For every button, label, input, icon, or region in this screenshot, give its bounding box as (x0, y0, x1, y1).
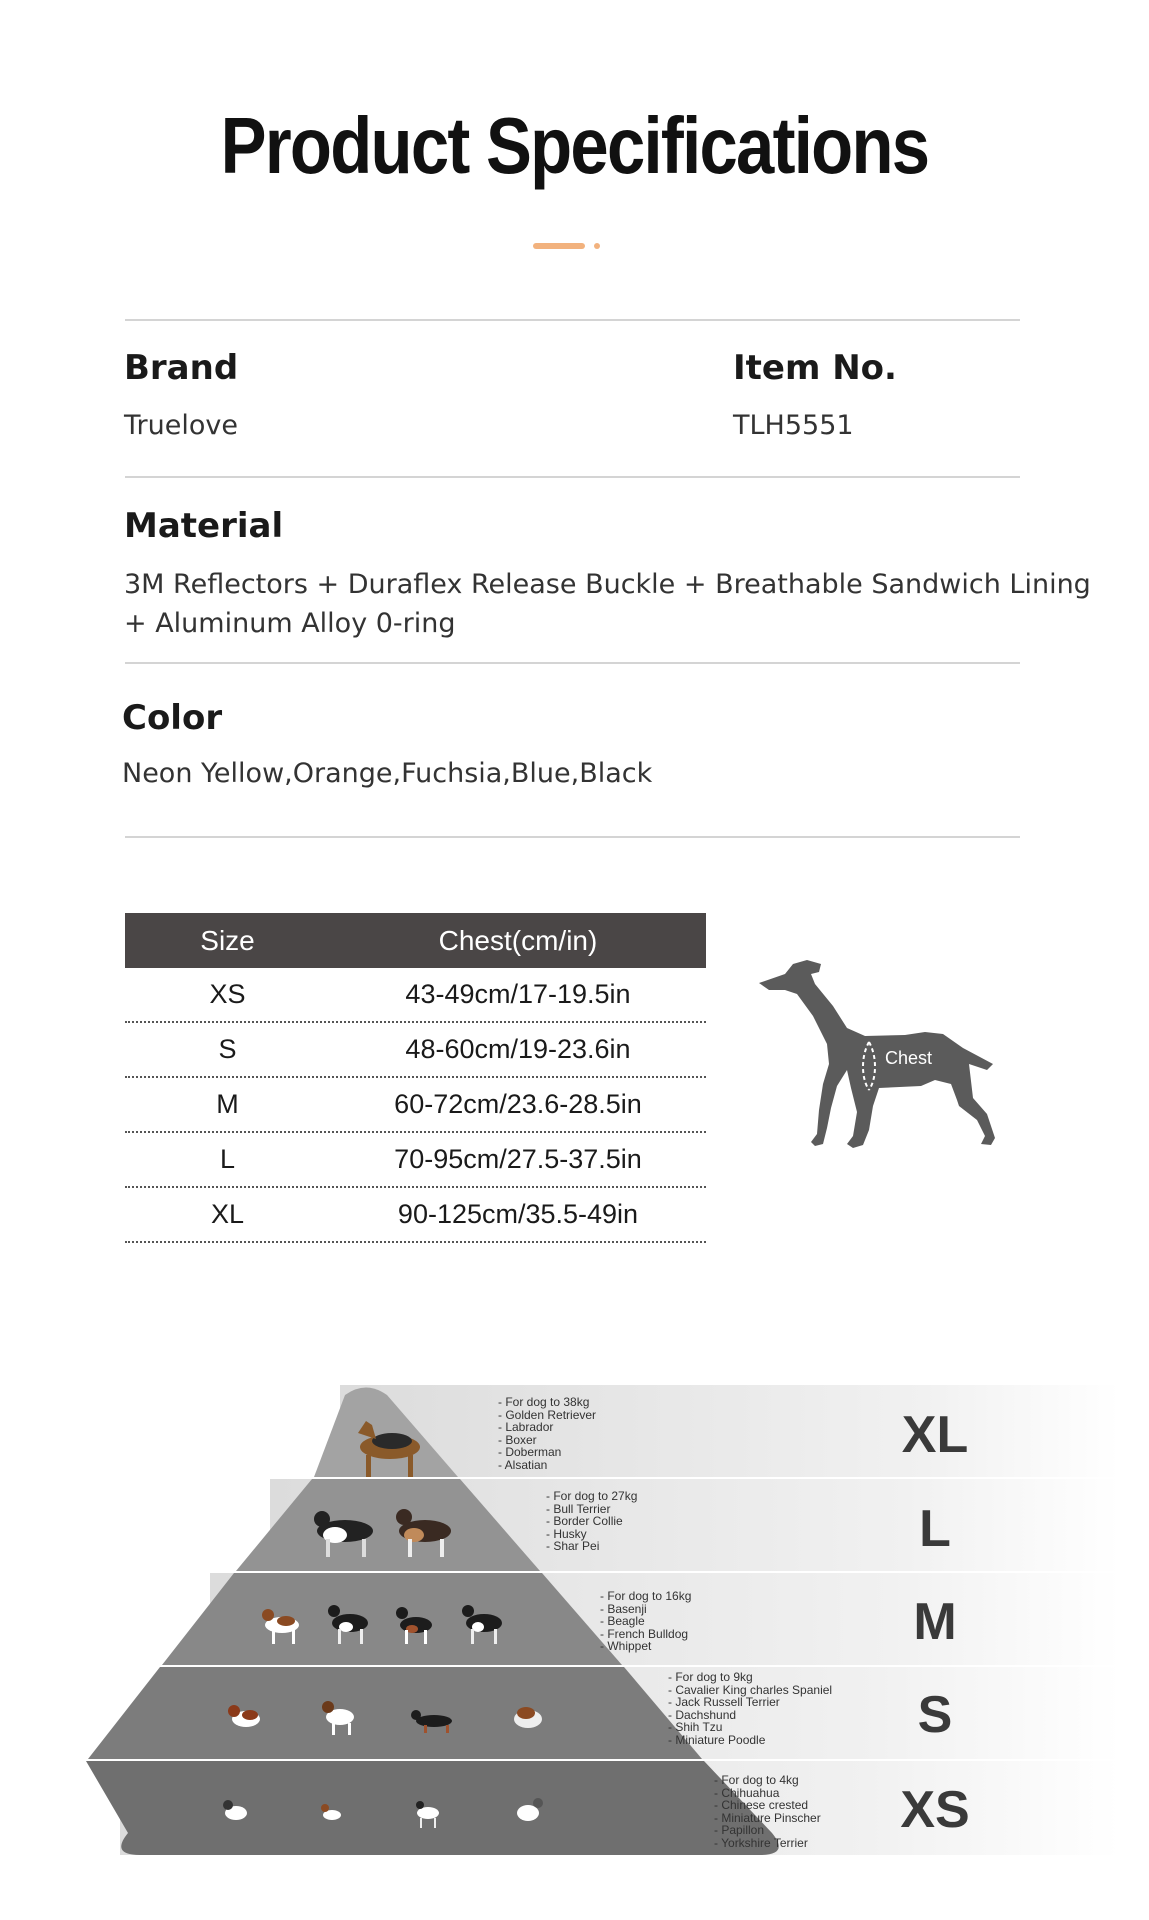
table-row (125, 1078, 706, 1133)
tier-info-m (600, 1590, 691, 1653)
tier-info-line: - Cavalier King charles Spaniel (668, 1682, 833, 1697)
tier-info-l (546, 1490, 637, 1553)
tier-info-line: - For dog to 9kg (668, 1670, 753, 1684)
table-row (125, 1133, 706, 1188)
chest-cell: 90-125cm/35.5-49in (397, 1199, 639, 1229)
tier-info-line: - French Bulldog (600, 1626, 689, 1641)
item-no-label: Item No. (733, 348, 897, 388)
dog-chest-measurement-figure (755, 960, 1015, 1185)
tier-size-m: M (913, 1593, 957, 1651)
color-label: Color (122, 698, 223, 738)
table-row (125, 1188, 706, 1243)
tier-info-line: - Basenji (600, 1601, 647, 1616)
table-row (125, 968, 706, 1023)
tier-info-line: - Jack Russell Terrier (668, 1695, 780, 1709)
tier-info-s (668, 1671, 832, 1746)
tier-info-line: - Border Collie (546, 1514, 623, 1528)
pyramid-tier-m (162, 1573, 622, 1665)
tier-info-line: - Dachshund (668, 1707, 737, 1722)
tier-band (340, 1385, 1120, 1477)
tier-info-line: - Papillon (714, 1823, 765, 1837)
tier-info-line: - Alsatian (498, 1457, 548, 1472)
tier-info-line: - Boxer (498, 1432, 537, 1447)
page-title: Product Specifications (220, 101, 929, 190)
material-value-line2: + Aluminum Alloy 0-ring (124, 608, 456, 639)
tier-info-line: - Yorkshire Terrier (714, 1835, 808, 1850)
size-cell: S (218, 1034, 237, 1064)
chest-cell: 60-72cm/23.6-28.5in (394, 1089, 642, 1119)
tier-info-line: - Bull Terrier (546, 1501, 611, 1516)
chest-cell: 70-95cm/27.5-37.5in (394, 1144, 642, 1174)
tier-info-line: - Beagle (600, 1614, 645, 1628)
title-accent-bar (533, 243, 585, 249)
tier-size-l: L (919, 1500, 951, 1558)
color-value: Neon Yellow,Orange,Fuchsia,Blue,Black (122, 758, 653, 789)
divider (125, 662, 1020, 664)
size-cell: L (219, 1144, 236, 1174)
pyramid-tier-s (88, 1667, 702, 1759)
tier-size-s: S (917, 1686, 953, 1744)
size-cell: XS (209, 979, 246, 1009)
tier-info-line: - Miniature Poodle (668, 1732, 766, 1747)
divider (125, 476, 1020, 478)
greyhound-silhouette-icon (759, 960, 995, 1148)
tier-info-line: - Doberman (498, 1445, 562, 1459)
tier-info-xs (714, 1774, 821, 1849)
divider (125, 836, 1020, 838)
tier-info-line: - Labrador (498, 1420, 554, 1434)
tier-info-line: - Miniature Pinscher (714, 1810, 821, 1825)
title-accent-dot (594, 243, 600, 249)
tier-info-line: - Shih Tzu (668, 1720, 723, 1734)
material-label: Material (124, 506, 284, 546)
item-no-value: TLH5551 (733, 410, 854, 441)
size-column-header: Size (200, 924, 255, 956)
table-row (125, 1023, 706, 1078)
tier-info-line: - Chihuahua (714, 1785, 780, 1800)
tier-size-xs: XS (900, 1781, 970, 1839)
tier-info-line: - Chinese crested (714, 1798, 809, 1812)
tier-info-line: - Husky (546, 1526, 587, 1541)
tier-info-line: - For dog to 16kg (600, 1589, 692, 1603)
tier-size-xl: XL (901, 1406, 969, 1464)
tier-info-line: - Golden Retriever (498, 1407, 597, 1422)
tier-info-line: - For dog to 4kg (714, 1773, 799, 1787)
chest-column-header: Chest(cm/in) (438, 924, 598, 956)
chest-cell: 48-60cm/19-23.6in (405, 1034, 631, 1064)
divider (125, 319, 1020, 321)
chest-cell: 43-49cm/17-19.5in (405, 979, 631, 1009)
tier-info-line: - For dog to 38kg (498, 1395, 590, 1409)
chest-label: Chest (885, 1048, 933, 1068)
tier-info-line: - For dog to 27kg (546, 1489, 638, 1503)
material-value-line1: 3M Reflectors + Duraflex Release Buckle + Breathable Sandwich Lining (124, 569, 1091, 600)
tier-info-line: - Shar Pei (546, 1539, 600, 1553)
size-chart-table (125, 913, 706, 1243)
tier-info-xl (498, 1396, 596, 1471)
brand-label: Brand (124, 348, 239, 388)
size-cell: M (216, 1089, 239, 1119)
size-chart-header (125, 913, 706, 968)
size-cell: XL (210, 1199, 245, 1229)
brand-value: Truelove (124, 410, 238, 441)
tier-info-line: - Whippet (600, 1639, 652, 1653)
